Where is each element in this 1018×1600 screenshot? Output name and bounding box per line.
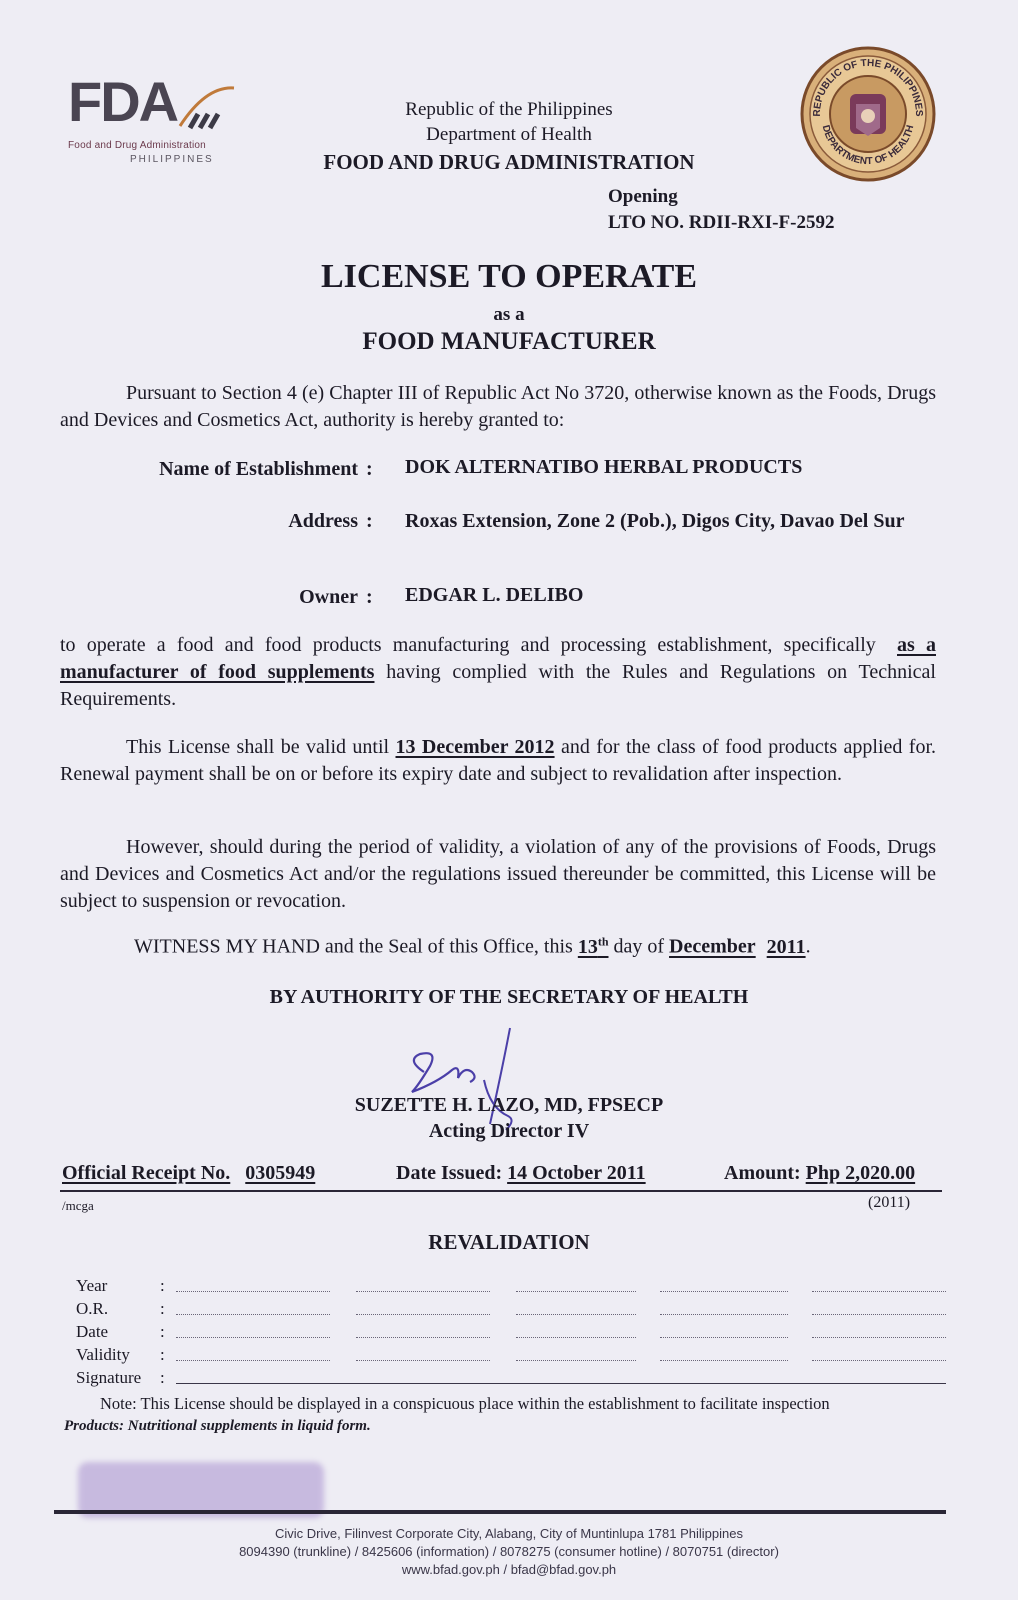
footer-rule [54,1510,946,1514]
violation-paragraph: However, should during the period of validity, a violation of any of the provisions of Foods, Drugs and Devices and Cosmetics Act and/or the regulations issued thereunder be committed, this License will be subject to suspension or revocation. [60,836,936,912]
operate-paragraph [60,632,936,713]
validity-text-1: This License shall be valid until [126,736,390,758]
intro-paragraph: Pursuant to Section 4 (e) Chapter III of Republic Act No 3720, otherwise known as the Foods, Drugs and Devices and Cosmetics Act, authority is hereby granted to: [60,382,936,431]
svg-text:DEPARTMENT OF HEALTH [820,124,917,167]
establishment-value: DOK ALTERNATIBO HERBAL PRODUCTS [405,456,803,478]
revalidation-row-validity: Validity : [76,1345,956,1368]
lto-opening: Opening [608,186,678,207]
fda-logo-country: PHILIPPINES [130,154,214,165]
receipt-divider [60,1190,942,1192]
establishment-colon: : [366,458,373,480]
doh-seal-top-text: REPUBLIC OF THE PHILIPPINES [811,57,925,117]
revalidation-row-date: Date : [76,1322,956,1345]
witness-day: 13th [577,934,609,958]
witness-line [134,934,811,959]
witness-text-1: WITNESS MY HAND and the Seal of this Office, this [134,935,573,958]
receipt-year-note: (2011) [868,1194,911,1211]
footer-web: www.bfad.gov.ph / bfad@bfad.gov.ph [401,1562,617,1577]
validity-paragraph [60,734,936,788]
header-department: Department of Health [426,124,592,145]
signatory-title: Acting Director IV [428,1120,590,1142]
establishment-label: Name of Establishment [159,458,358,480]
owner-colon: : [366,586,373,608]
products-note: Products: Nutritional supplements in liquid form. [64,1418,371,1434]
header-republic: Republic of the Philippines [405,99,613,120]
operate-text-2: having complied with the Rules and Regulations on Technical Requirements. [60,661,936,710]
svg-text:REPUBLIC OF THE PHILIPPINES [812,58,924,117]
receipt-or-label: Official Receipt No. [62,1162,231,1184]
doh-seal-bottom-text: DEPARTMENT OF HEALTH [819,124,917,168]
witness-month: December [669,935,756,958]
validity-text-2: and for the class of food products applied for. Renewal payment shall be on or before its expiry date and subject to revalidation after inspection. [60,736,937,785]
operate-text-1: to operate a food and food products manufacturing and processing establishment, specifically [60,634,876,656]
receipt-or-number: 0305949 [245,1162,316,1184]
witness-year: 2011 [766,935,806,958]
lto-number: LTO NO. RDII-RXI-F-2592 [608,212,835,233]
revalidation-row-signature: Signature : [76,1368,956,1391]
authority-line: BY AUTHORITY OF THE SECRETARY OF HEALTH [269,986,749,1008]
receipt-date-label: Date Issued: [396,1162,503,1184]
footer-phones: 8094390 (trunkline) / 8425606 (information) / 8078275 (consumer hotline) / 8070751 (director) [239,1544,779,1559]
address-colon: : [366,510,373,532]
receipt-or [62,1162,315,1185]
witness-end: . [805,935,811,958]
revalidation-row-year: Year : [76,1276,956,1299]
fda-logo-mark: FDA [68,70,178,133]
validity-date: 13 December 2012 [395,736,555,758]
fda-logo-subtitle: Food and Drug Administration [68,140,206,151]
receipt-initials: /mcga [62,1198,94,1213]
license-type: FOOD MANUFACTURER [362,328,656,355]
receipt-date-value: 14 October 2011 [507,1162,646,1184]
signatory-name: SUZETTE H. LAZO, MD, FPSECP [354,1094,664,1116]
revalidation-title: REVALIDATION [428,1230,590,1254]
address-value: Roxas Extension, Zone 2 (Pob.), Digos City, Davao Del Sur [405,510,905,532]
revalidation-row-or: O.R. : [76,1299,956,1322]
receipt-amount [724,1162,915,1185]
witness-text-2: day of [613,935,665,958]
display-note: Note: This License should be displayed in a conspicuous place within the establishment to facilitate inspection [100,1394,830,1413]
receipt-amount-label: Amount: [724,1162,801,1184]
owner-label: Owner [299,586,358,608]
owner-value: EDGAR L. DELIBO [405,584,584,606]
revalidation-table [76,1276,956,1391]
license-title: LICENSE TO OPERATE [320,258,697,295]
receipt-amount-value: Php 2,020.00 [805,1162,916,1184]
footer-address: Civic Drive, Filinvest Corporate City, Alabang, City of Muntinlupa 1781 Philippines [275,1526,743,1541]
address-label: Address [288,510,358,532]
license-title-as: as a [493,304,525,325]
header-agency: FOOD AND DRUG ADMINISTRATION [323,150,695,174]
operate-activity: as a manufacturer of food supplements [60,634,936,683]
receipt-date [396,1162,646,1185]
doh-seal [798,44,938,184]
